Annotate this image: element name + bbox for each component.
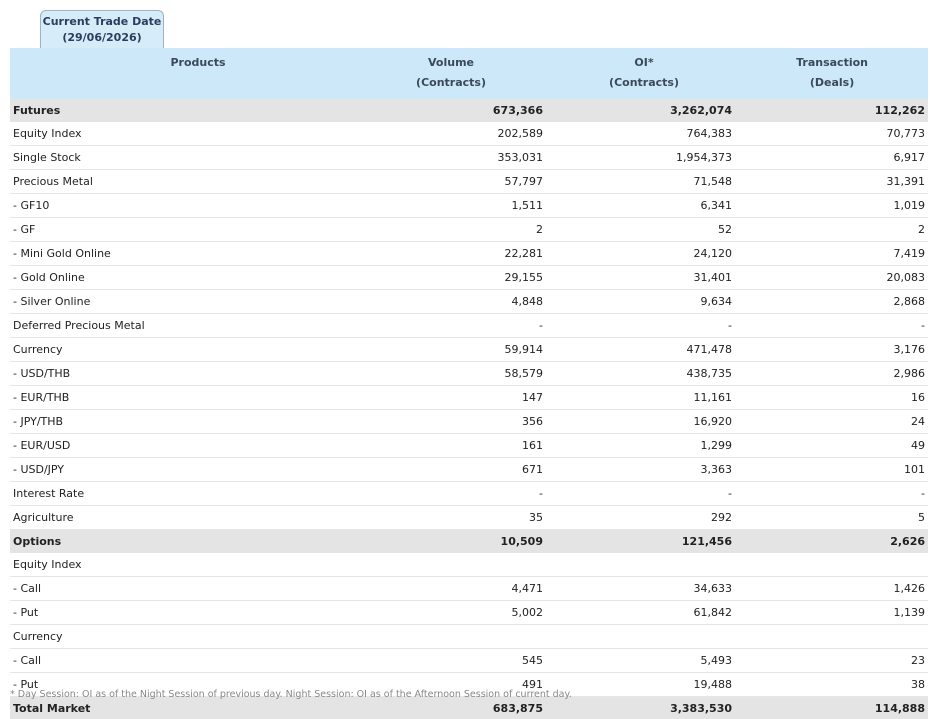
cell-product: - Call [10, 649, 390, 673]
cell-product: Agriculture [10, 506, 390, 530]
table-row [10, 362, 928, 386]
cell-oi: 19,488 [546, 673, 735, 697]
cell-transaction: 31,391 [735, 170, 928, 194]
table-row [10, 290, 928, 314]
cell-product: Total Market [10, 697, 390, 719]
cell-volume: 673,366 [390, 99, 546, 122]
cell-oi: 438,735 [546, 362, 735, 386]
cell-volume: 545 [390, 649, 546, 673]
header-products [10, 48, 390, 99]
cell-oi: 71,548 [546, 170, 735, 194]
table-row [10, 266, 928, 290]
header-transaction-label: Transaction [796, 56, 868, 69]
header-products-label: Products [170, 56, 225, 69]
cell-product: Equity Index [10, 122, 390, 146]
cell-transaction: 2,626 [735, 530, 928, 553]
cell-oi: 1,954,373 [546, 146, 735, 170]
cell-volume: 161 [390, 434, 546, 458]
market-summary-table-container [10, 48, 928, 719]
cell-oi: - [546, 314, 735, 338]
table-body [10, 99, 928, 719]
cell-volume: 59,914 [390, 338, 546, 362]
cell-volume [390, 625, 546, 649]
cell-volume: 1,511 [390, 194, 546, 218]
cell-oi: 16,920 [546, 410, 735, 434]
cell-oi: 5,493 [546, 649, 735, 673]
table-row [10, 434, 928, 458]
table-row [10, 146, 928, 170]
cell-product: Currency [10, 338, 390, 362]
cell-transaction: 1,019 [735, 194, 928, 218]
table-row [10, 482, 928, 506]
cell-volume: 671 [390, 458, 546, 482]
cell-oi: 61,842 [546, 601, 735, 625]
cell-product: - USD/JPY [10, 458, 390, 482]
cell-product: - Call [10, 577, 390, 601]
cell-product: Options [10, 530, 390, 553]
cell-transaction: 2,868 [735, 290, 928, 314]
table-group-row [10, 530, 928, 553]
cell-volume: 353,031 [390, 146, 546, 170]
cell-transaction: 38 [735, 673, 928, 697]
table-row [10, 218, 928, 242]
cell-product: - Gold Online [10, 266, 390, 290]
cell-transaction: 2 [735, 218, 928, 242]
header-volume-label: Volume [428, 56, 474, 69]
cell-transaction: 20,083 [735, 266, 928, 290]
cell-transaction [735, 625, 928, 649]
cell-transaction: 24 [735, 410, 928, 434]
cell-transaction: - [735, 482, 928, 506]
cell-transaction: 2,986 [735, 362, 928, 386]
cell-oi: 3,262,074 [546, 99, 735, 122]
cell-transaction: 3,176 [735, 338, 928, 362]
cell-transaction: 16 [735, 386, 928, 410]
cell-oi: 34,633 [546, 577, 735, 601]
cell-volume: 57,797 [390, 170, 546, 194]
cell-transaction: 1,139 [735, 601, 928, 625]
cell-product: - USD/THB [10, 362, 390, 386]
cell-transaction: 7,419 [735, 242, 928, 266]
cell-transaction: - [735, 314, 928, 338]
cell-volume: - [390, 482, 546, 506]
table-row [10, 314, 928, 338]
cell-oi: 9,634 [546, 290, 735, 314]
tab-current-trade-date[interactable] [40, 10, 164, 48]
cell-oi: 121,456 [546, 530, 735, 553]
cell-volume: - [390, 314, 546, 338]
table-row [10, 338, 928, 362]
cell-volume: 2 [390, 218, 546, 242]
cell-product: Equity Index [10, 553, 390, 577]
cell-product: - JPY/THB [10, 410, 390, 434]
table-row [10, 458, 928, 482]
cell-oi: 6,341 [546, 194, 735, 218]
table-group-row [10, 99, 928, 122]
cell-oi: 31,401 [546, 266, 735, 290]
header-volume-unit: (Contracts) [416, 76, 486, 89]
table-row [10, 122, 928, 146]
footnote: * Day Session: OI as of the Night Session of previous day. Night Session: OI as of the Afternoon Session of current day. [10, 689, 572, 700]
table-row [10, 170, 928, 194]
table-row [10, 649, 928, 673]
cell-transaction: 101 [735, 458, 928, 482]
table-row [10, 601, 928, 625]
cell-oi: 3,363 [546, 458, 735, 482]
header-oi [546, 48, 735, 99]
header-transaction [735, 48, 928, 99]
cell-volume [390, 553, 546, 577]
cell-volume: 147 [390, 386, 546, 410]
cell-oi: 764,383 [546, 122, 735, 146]
cell-transaction: 5 [735, 506, 928, 530]
cell-product: - Put [10, 673, 390, 697]
cell-product: - Silver Online [10, 290, 390, 314]
cell-oi: 1,299 [546, 434, 735, 458]
tab-label-line2: (29/06/2026) [41, 30, 163, 46]
cell-product: Single Stock [10, 146, 390, 170]
cell-product: Futures [10, 99, 390, 122]
cell-oi [546, 625, 735, 649]
cell-product: Deferred Precious Metal [10, 314, 390, 338]
cell-product: Precious Metal [10, 170, 390, 194]
cell-volume: 4,848 [390, 290, 546, 314]
cell-oi: - [546, 482, 735, 506]
cell-volume: 4,471 [390, 577, 546, 601]
cell-transaction: 114,888 [735, 697, 928, 719]
cell-transaction: 6,917 [735, 146, 928, 170]
table-row [10, 386, 928, 410]
cell-transaction: 70,773 [735, 122, 928, 146]
cell-transaction: 49 [735, 434, 928, 458]
cell-oi: 471,478 [546, 338, 735, 362]
cell-volume: 10,509 [390, 530, 546, 553]
cell-product: - Put [10, 601, 390, 625]
cell-volume: 35 [390, 506, 546, 530]
cell-product: - Mini Gold Online [10, 242, 390, 266]
cell-product: - GF10 [10, 194, 390, 218]
cell-volume: 22,281 [390, 242, 546, 266]
table-row [10, 242, 928, 266]
cell-product: Interest Rate [10, 482, 390, 506]
cell-volume: 202,589 [390, 122, 546, 146]
cell-volume: 5,002 [390, 601, 546, 625]
cell-product: - EUR/USD [10, 434, 390, 458]
cell-oi: 3,383,530 [546, 697, 735, 719]
table-row [10, 506, 928, 530]
cell-product: - EUR/THB [10, 386, 390, 410]
cell-transaction: 112,262 [735, 99, 928, 122]
cell-volume: 29,155 [390, 266, 546, 290]
table-row [10, 553, 928, 577]
market-summary-table [10, 48, 928, 719]
table-row [10, 625, 928, 649]
cell-product: Currency [10, 625, 390, 649]
cell-oi: 24,120 [546, 242, 735, 266]
header-oi-unit: (Contracts) [609, 76, 679, 89]
cell-oi: 11,161 [546, 386, 735, 410]
cell-product: - GF [10, 218, 390, 242]
cell-oi: 52 [546, 218, 735, 242]
table-header-row [10, 48, 928, 99]
cell-oi: 292 [546, 506, 735, 530]
cell-oi [546, 553, 735, 577]
cell-volume: 683,875 [390, 697, 546, 719]
cell-volume: 58,579 [390, 362, 546, 386]
cell-transaction: 1,426 [735, 577, 928, 601]
header-transaction-unit: (Deals) [810, 76, 854, 89]
table-row [10, 194, 928, 218]
tab-label-line1: Current Trade Date [41, 14, 163, 30]
cell-transaction [735, 553, 928, 577]
table-row [10, 410, 928, 434]
cell-transaction: 23 [735, 649, 928, 673]
cell-volume: 491 [390, 673, 546, 697]
cell-volume: 356 [390, 410, 546, 434]
table-row [10, 577, 928, 601]
header-oi-label: OI* [634, 56, 653, 69]
header-volume [390, 48, 546, 99]
